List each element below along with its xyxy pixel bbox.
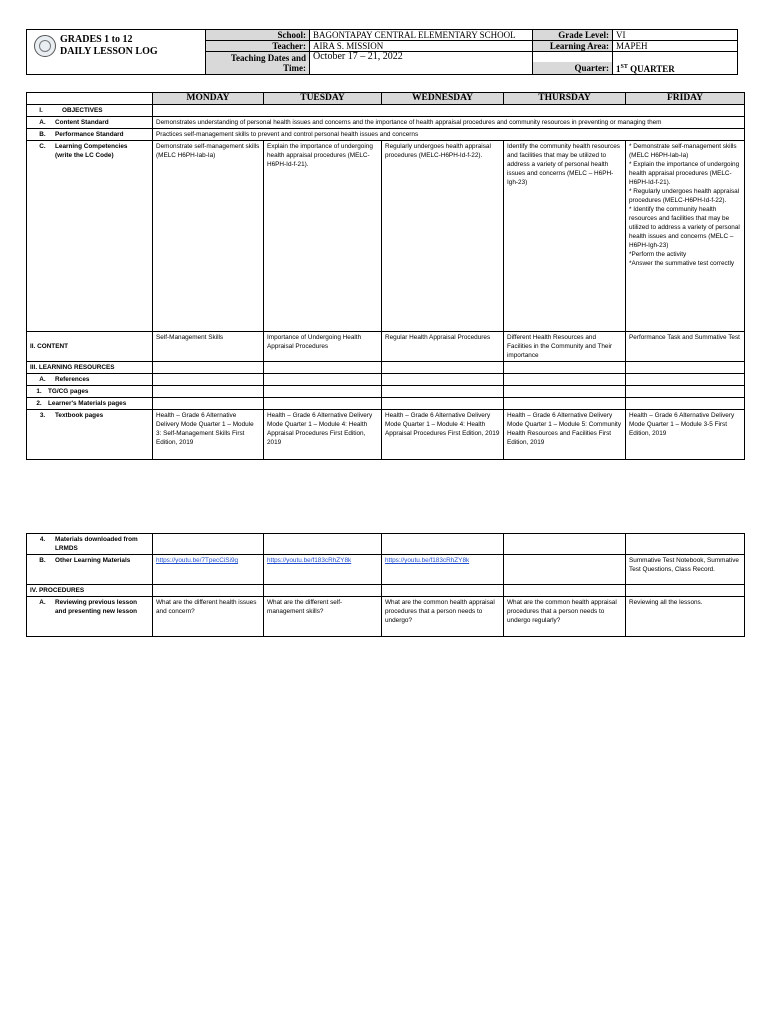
procedures-label: IV. PROCEDURES <box>27 585 153 597</box>
textbook-monday: Health – Grade 6 Alternative Delivery Mode Quarter 1 – Module 3: Self-Management Skills First Edition, 2019 <box>153 410 264 460</box>
content-standard-text: Demonstrates understanding of personal health issues and concerns and the importance of health appraisal procedures and community resources in preventing or managing them <box>153 117 745 129</box>
blank-cell <box>153 398 264 410</box>
content-wednesday: Regular Health Appraisal Procedures <box>382 332 504 362</box>
learners-materials-title: Learner's Materials pages <box>48 400 127 407</box>
day-wednesday: WEDNESDAY <box>382 93 504 105</box>
lesson-log-table <box>26 92 745 460</box>
day-friday: FRIDAY <box>626 93 745 105</box>
day-thursday: THURSDAY <box>504 93 626 105</box>
content-standard-row <box>27 117 745 129</box>
quarter-sup: ST <box>620 64 628 70</box>
day-header-row <box>27 93 745 105</box>
tg-cg-title: TG/CG pages <box>48 388 89 395</box>
blank-cell <box>264 374 382 386</box>
review-friday: Reviewing all the lessons. <box>626 597 745 637</box>
lrmds-num: 4. <box>39 536 46 543</box>
blank-cell <box>382 362 504 374</box>
textbook-wednesday: Health – Grade 6 Alternative Delivery Mode Quarter 1 – Module 4: Health Appraisal Procedures First Edition, 2019 <box>382 410 504 460</box>
other-materials-row <box>27 555 745 585</box>
competencies-subtitle: (write the LC Code) <box>55 152 114 159</box>
dates-label-line2: Time: <box>283 63 306 73</box>
references-title: References <box>55 376 90 383</box>
review-tuesday: What are the different self-management skills? <box>264 597 382 637</box>
blank-cell <box>153 374 264 386</box>
other-materials-monday <box>153 555 264 585</box>
blank-cell <box>504 555 626 585</box>
textbook-tuesday: Health – Grade 6 Alternative Delivery Mode Quarter 1 – Module 4: Health Appraisal Procedures First Edition, 2019 <box>264 410 382 460</box>
grade-level-value: VI <box>613 30 738 41</box>
competencies-title: Learning Competencies <box>55 143 128 150</box>
learning-area-value: MAPEH <box>613 41 738 52</box>
dll-title <box>60 34 158 58</box>
other-materials-wednesday <box>382 555 504 585</box>
references-label <box>27 374 153 386</box>
lrmds-row <box>27 534 745 555</box>
references-num: A. <box>39 376 46 383</box>
blank-cell <box>504 386 626 398</box>
textbook-friday: Health – Grade 6 Alternative Delivery Mode Quarter 1 – Module 3-5 First Edition, 2019 <box>626 410 745 460</box>
blank-cell <box>382 534 504 555</box>
teacher-value: AIRA S. MISSION <box>310 41 533 52</box>
performance-standard-text: Practices self-management skills to prevent and control personal health issues and concerns <box>153 129 745 141</box>
review-wednesday: What are the common health appraisal procedures that a person needs to undergo? <box>382 597 504 637</box>
learners-materials-row <box>27 398 745 410</box>
video-link-tuesday[interactable]: https://youtu.be/f183cRhZY8k <box>267 557 352 564</box>
blank-cell <box>504 585 626 597</box>
competencies-label <box>27 141 153 332</box>
objectives-text: OBJECTIVES <box>62 107 103 114</box>
objectives-num: I. <box>39 107 43 114</box>
blank-cell <box>264 362 382 374</box>
grade-level-label: Grade Level: <box>533 30 613 41</box>
blank-cell <box>264 534 382 555</box>
quarter-word: QUARTER <box>627 64 675 74</box>
day-monday: MONDAY <box>153 93 264 105</box>
blank-cell <box>264 398 382 410</box>
blank-cell <box>626 585 745 597</box>
blank-cell <box>626 386 745 398</box>
learning-area-label: Learning Area: <box>533 41 613 52</box>
blank-cell <box>626 398 745 410</box>
blank-cell <box>382 374 504 386</box>
review-monday: What are the different health issues and concern? <box>153 597 264 637</box>
review-thursday: What are the common health appraisal procedures that a person needs to undergo regularly? <box>504 597 626 637</box>
textbook-thursday: Health – Grade 6 Alternative Delivery Mode Quarter 1 – Module 5: Community Health Resources and Facilities First Edition, 2019 <box>504 410 626 460</box>
textbook-label <box>27 410 153 460</box>
blank-cell <box>264 585 382 597</box>
objectives-blank <box>153 105 745 117</box>
review-label <box>27 597 153 637</box>
quarter-label: Quarter: <box>533 62 613 75</box>
corner-cell <box>27 93 153 105</box>
blank-cell <box>626 374 745 386</box>
competency-item: * Regularly undergoes health appraisal procedures (MELC-H6PH-Id-f-22). <box>629 188 740 204</box>
blank-cell <box>382 386 504 398</box>
review-row <box>27 597 745 637</box>
competency-item: *Perform the activity <box>629 251 687 258</box>
other-materials-title: Other Learning Materials <box>55 557 131 564</box>
blank-cell <box>153 534 264 555</box>
teacher-label: Teacher: <box>206 41 310 52</box>
tg-cg-num: 1. <box>36 388 42 395</box>
header-info-table <box>205 29 738 75</box>
review-title: Reviewing previous lesson and presenting new lesson <box>55 599 138 615</box>
learning-resources-label: III. LEARNING RESOURCES <box>27 362 153 374</box>
content-standard-num: A. <box>39 119 46 126</box>
competencies-num: C. <box>39 143 46 150</box>
blank-cell <box>504 362 626 374</box>
performance-standard-title: Performance Standard <box>55 131 124 138</box>
tg-cg-label <box>27 386 153 398</box>
deped-seal-icon <box>34 35 56 57</box>
blank-cell <box>264 386 382 398</box>
objectives-label <box>27 105 153 117</box>
competency-item: * Explain the importance of undergoing health appraisal procedures (MELC- H6PH-Id-f-21). <box>629 161 740 186</box>
blank-cell <box>153 585 264 597</box>
blank-cell <box>504 398 626 410</box>
learning-resources-row <box>27 362 745 374</box>
blank-cell <box>382 398 504 410</box>
content-monday: Self-Management Skills <box>153 332 264 362</box>
school-value: BAGONTAPAY CENTRAL ELEMENTARY SCHOOL <box>310 30 533 41</box>
content-standard-label <box>27 117 153 129</box>
blank-cell <box>153 386 264 398</box>
quarter-label-spacer <box>533 52 613 63</box>
quarter-value <box>613 62 738 75</box>
blank-cell <box>626 362 745 374</box>
content-thursday: Different Health Resources and Facilities in the Community and Their importance <box>504 332 626 362</box>
dates-value: October 17 – 21, 2022 <box>310 52 533 75</box>
competencies-wednesday: Regularly undergoes health appraisal procedures (MELC-H6PH-Id-f-22). <box>382 141 504 332</box>
other-materials-label <box>27 555 153 585</box>
procedures-row <box>27 585 745 597</box>
competencies-friday <box>626 141 745 332</box>
blank-cell <box>504 374 626 386</box>
blank-cell <box>626 534 745 555</box>
content-standard-title: Content Standard <box>55 119 109 126</box>
dates-label-line1: Teaching Dates and <box>230 53 306 63</box>
video-link-monday[interactable]: https://youtu.be/7TpecCiSi9g <box>156 557 239 564</box>
competencies-row <box>27 141 745 332</box>
textbook-row <box>27 410 745 460</box>
lesson-log-table-continued <box>26 533 745 637</box>
school-label: School: <box>206 30 310 41</box>
performance-standard-label <box>27 129 153 141</box>
competencies-tuesday: Explain the importance of undergoing health appraisal procedures (MELC- H6PH-Id-f-21). <box>264 141 382 332</box>
video-link-wednesday[interactable]: https://youtu.be/f183cRhZY8k <box>385 557 470 564</box>
lrmds-label <box>27 534 153 555</box>
competencies-monday: Demonstrate self-management skills (MELC H6PH-Iab-Ia) <box>153 141 264 332</box>
day-tuesday: TUESDAY <box>264 93 382 105</box>
textbook-title: Textbook pages <box>55 412 104 419</box>
review-num: A. <box>39 599 46 606</box>
lrmds-title: Materials downloaded from LRMDS <box>55 536 138 552</box>
other-materials-num: B. <box>39 557 46 564</box>
competencies-thursday: Identify the community health resources and facilities that may be utilized to address a variety of personal health issues and concerns (MELC – H6PH-Igh-23) <box>504 141 626 332</box>
competency-item: * Identify the community health resources and facilities that may be utilized to address a variety of personal health issues and concerns (MELC – H6PH-Igh-23) <box>629 206 740 249</box>
content-friday: Performance Task and Summative Test <box>626 332 745 362</box>
quarter-value-spacer <box>613 52 738 63</box>
content-label: II. CONTENT <box>27 332 153 362</box>
objectives-row <box>27 105 745 117</box>
competency-item: *Answer the summative test correctly <box>629 260 735 267</box>
competency-item: * Demonstrate self-management skills (MELC H6PH-Iab-Ia) <box>629 143 737 159</box>
content-tuesday: Importance of Undergoing Health Appraisal Procedures <box>264 332 382 362</box>
dll-title-line2: DAILY LESSON LOG <box>60 46 158 57</box>
performance-standard-num: B. <box>39 131 46 138</box>
performance-standard-row <box>27 129 745 141</box>
quarter-num: 1 <box>616 64 621 74</box>
blank-cell <box>504 534 626 555</box>
content-row <box>27 332 745 362</box>
dates-label <box>206 52 310 75</box>
other-materials-friday: Summative Test Notebook, Summative Test Questions, Class Record. <box>626 555 745 585</box>
dll-title-line1: GRADES 1 to 12 <box>60 34 133 45</box>
tg-cg-row <box>27 386 745 398</box>
references-row <box>27 374 745 386</box>
blank-cell <box>153 362 264 374</box>
textbook-num: 3. <box>39 412 46 419</box>
learners-materials-label <box>27 398 153 410</box>
other-materials-tuesday <box>264 555 382 585</box>
blank-cell <box>382 585 504 597</box>
learners-materials-num: 2. <box>36 400 42 407</box>
